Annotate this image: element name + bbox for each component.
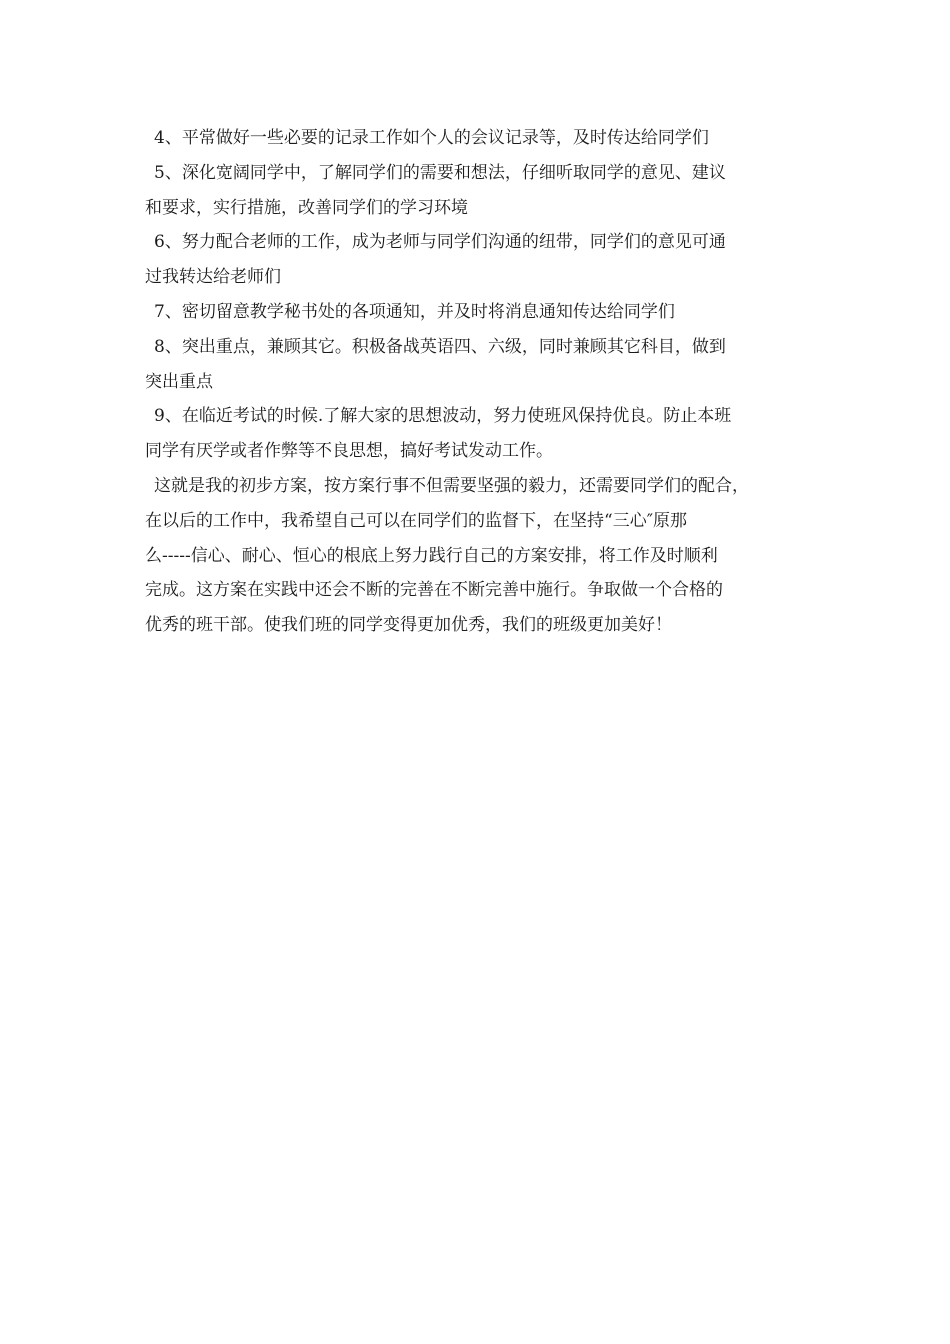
document-body xyxy=(145,121,825,643)
item-6-line-2: 过我转达给老师们 xyxy=(145,267,281,288)
item-6-line-1: 6、努力配合老师的工作，成为老师与同学们沟通的纽带，同学们的意见可通 xyxy=(154,232,726,253)
closing-paragraph-line-1: 这就是我的初步方案，按方案行事不但需要坚强的毅力，还需要同学们的配合， xyxy=(154,475,749,496)
closing-paragraph-line-3: 么-----信心、耐心、恒心的根底上努力践行自己的方案安排，将工作及时顺利 xyxy=(145,545,718,566)
item-9-line-2: 同学有厌学或者作弊等不良思想，搞好考试发动工作。 xyxy=(145,441,553,462)
item-5-line-2: 和要求，实行措施，改善同学们的学习环境 xyxy=(145,197,468,218)
closing-paragraph-line-4: 完成。这方案在实践中还会不断的完善在不断完善中施行。争取做一个合格的 xyxy=(145,580,723,601)
item-7-line: 7、密切留意教学秘书处的各项通知，并及时将消息通知传达给同学们 xyxy=(154,301,675,322)
item-4-line: 4、平常做好一些必要的记录工作如个人的会议记录等，及时传达给同学们 xyxy=(154,128,709,148)
closing-paragraph-line-2: 在以后的工作中，我希望自己可以在同学们的监督下，在坚持“三心″原那 xyxy=(145,510,688,531)
item-8-line-1: 8、突出重点，兼顾其它。积极备战英语四、六级，同时兼顾其它科目，做到 xyxy=(154,336,726,357)
item-9-line-1: 9、在临近考试的时候.了解大家的思想波动，努力使班风保持优良。防止本班 xyxy=(154,406,732,427)
closing-paragraph-line-5: 优秀的班干部。使我们班的同学变得更加优秀，我们的班级更加美好！ xyxy=(145,615,672,636)
item-5-line-1: 5、深化宽阔同学中，了解同学们的需要和想法，仔细听取同学的意见、建议 xyxy=(154,162,726,183)
item-8-line-2: 突出重点 xyxy=(145,371,213,392)
